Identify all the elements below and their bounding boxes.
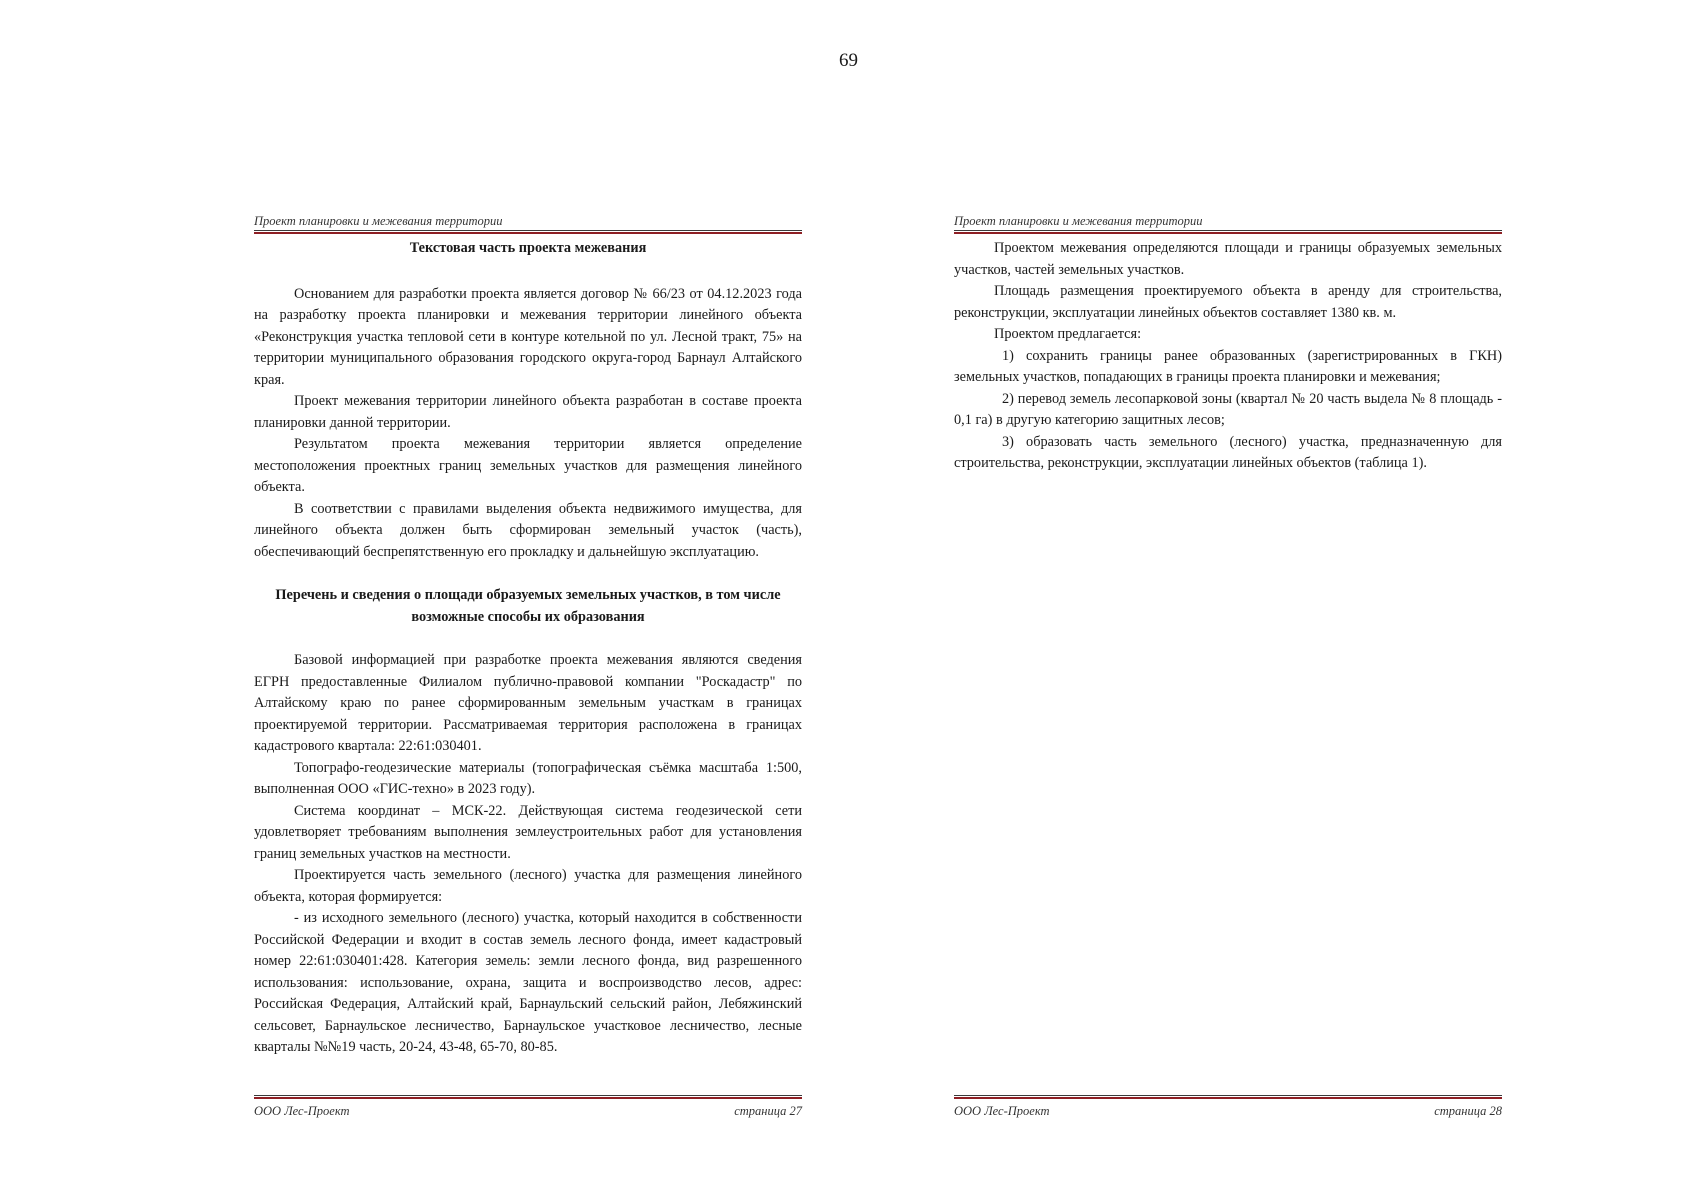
paragraph: Проектируется часть земельного (лесного) участка для размещения линейного объекта, которая формируется: — [254, 867, 802, 905]
page-header: Проект планировки и межевания территории — [954, 214, 1203, 228]
paragraph: Топографо-геодезические материалы (топографическая съёмка масштаба 1:500, выполненная ООО «ГИС-техно» в 2023 году). — [254, 759, 802, 797]
page-footer — [254, 1104, 802, 1119]
footer-page-number: страница 28 — [1434, 1104, 1502, 1118]
section-heading: Текстовая часть проекта межевания — [409, 240, 647, 256]
paragraph: Результатом проекта межевания территории является определение местоположения проектных границ земельных участков для размещения линейного объекта. — [254, 436, 802, 495]
paragraph: Площадь размещения проектируемого объекта в аренду для строительства, реконструкции, эксплуатации линейных объектов составляет 1380 кв. м. — [954, 283, 1502, 321]
document-page-27 — [254, 214, 802, 1126]
page-footer — [954, 1104, 1502, 1119]
section-heading: Перечень и сведения о площади образуемых земельных участков, в том числе возможные способы их образования — [275, 587, 781, 625]
list-item: 3) образовать часть земельного (лесного) участка, предназначенную для строительства, реконструкции, эксплуатации линейных объектов (таблица 1). — [954, 433, 1502, 471]
footer-organization: ООО Лес-Проект — [954, 1104, 1050, 1118]
paragraph: Проектом предлагается: — [994, 326, 1142, 342]
footer-rule — [254, 1095, 802, 1099]
list-item: 1) сохранить границы ранее образованных (зарегистрированных в ГКН) земельных участков, попадающих в границы проекта планировки и межевания; — [954, 347, 1502, 385]
header-rule — [254, 230, 802, 234]
paragraph: Проектом межевания определяются площади и границы образуемых земельных участков, частей земельных участков. — [954, 240, 1502, 278]
list-item: 2) перевод земель лесопарковой зоны (квартал № 20 часть выдела № 8 площадь - 0,1 га) в другую категорию защитных лесов; — [954, 390, 1502, 428]
paragraph: В соответствии с правилами выделения объекта недвижимого имущества, для линейного объекта должен быть сформирован земельный участок (часть), обеспечивающий беспрепятственную его прокладку и дальнейшую эксплуатацию. — [254, 500, 802, 560]
footer-organization: ООО Лес-Проект — [254, 1104, 350, 1118]
page-header: Проект планировки и межевания территории — [254, 214, 503, 228]
paragraph: Основанием для разработки проекта является договор № 66/23 от 04.12.2023 года на разработку проекта планировки и межевания территории линейного объекта «Реконструкция участка тепловой сети в контуре котельной по ул. Лесной тракт, 75» на территории муниципального образования городского округа-город Барнаул Алтайского края. — [254, 285, 802, 388]
paragraph: Система координат – МСК-22. Действующая система геодезической сети удовлетворяет требованиям выполнения землеустроительных работ для установления границ земельных участков на местности. — [254, 802, 802, 862]
paragraph: Базовой информацией при разработке проекта межевания являются сведения ЕГРН предоставленные Филиалом публично-правовой компании "Роскадастр" по Алтайскому краю по ранее сформированным земельным участкам в границах проектируемой территории. Рассматриваемая территория расположена в границах кадастрового квартала: 22:61:030401. — [254, 652, 802, 754]
sheet-number: 69 — [839, 50, 858, 71]
page-body — [954, 238, 1502, 475]
paragraph: - из исходного земельного (лесного) участка, который находится в собственности Российской Федерации и входит в состав земель лесного фонда, имеет кадастровый номер 22:61:030401:428. Категория земель: земли лесного фонда, вид разрешенного использования: использование, охрана, защита и воспроизводство лесов, адрес: Российская Федерация, Алтайский край, Барнаульский сельский район, Лебяжинский сельсовет, Барнаульское лесничество, Барнаульское участковое лесничество, лесные кварталы №№19 часть, 20-24, 43-48, 65-70, 80-85. — [254, 910, 802, 1055]
paragraph: Проект межевания территории линейного объекта разработан в составе проекта планировки данной территории. — [254, 393, 802, 431]
footer-page-number: страница 27 — [734, 1104, 802, 1118]
page-body — [254, 238, 802, 1059]
document-page-28 — [954, 214, 1502, 1126]
footer-rule — [954, 1095, 1502, 1099]
header-rule — [954, 230, 1502, 234]
